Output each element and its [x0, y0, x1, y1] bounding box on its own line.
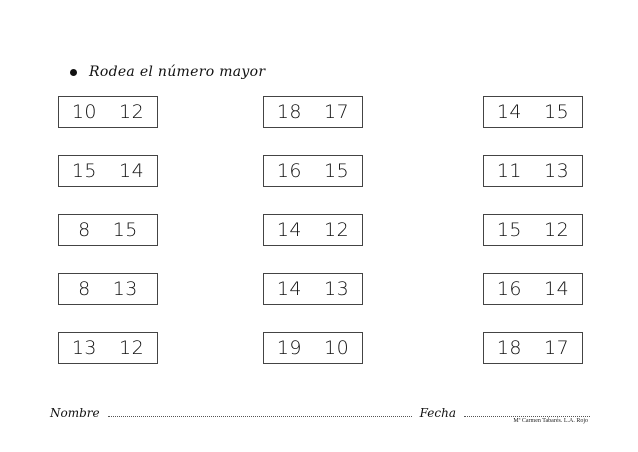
number-pair-box	[483, 273, 583, 305]
number-right[interactable]: 10	[324, 337, 350, 359]
number-left[interactable]: 8	[78, 278, 91, 300]
instruction	[70, 62, 265, 82]
number-pair-box	[483, 96, 583, 128]
number-left[interactable]: 8	[78, 219, 91, 241]
number-pair-box	[58, 273, 158, 305]
name-label: Nombre	[50, 406, 100, 420]
number-right[interactable]: 12	[544, 219, 570, 241]
instruction-text: Rodea el número mayor	[89, 64, 266, 80]
number-left[interactable]: 16	[496, 278, 522, 300]
number-pair-box	[263, 155, 363, 187]
number-right[interactable]: 13	[324, 278, 350, 300]
name-field[interactable]	[108, 415, 412, 417]
number-pair-box	[483, 155, 583, 187]
bullet-icon	[70, 69, 77, 76]
number-right[interactable]: 13	[544, 160, 570, 182]
date-label: Fecha	[419, 406, 456, 420]
number-pair-box	[483, 332, 583, 364]
number-right[interactable]: 15	[112, 219, 138, 241]
number-left[interactable]: 14	[496, 101, 522, 123]
number-left[interactable]: 15	[71, 160, 97, 182]
number-pair-box	[263, 273, 363, 305]
footer	[50, 402, 590, 420]
number-left[interactable]: 14	[276, 278, 302, 300]
number-right[interactable]: 14	[119, 160, 145, 182]
number-left[interactable]: 18	[276, 101, 302, 123]
number-pair-box	[58, 214, 158, 246]
number-right[interactable]: 12	[119, 101, 145, 123]
number-pair-box	[263, 96, 363, 128]
number-right[interactable]: 12	[324, 219, 350, 241]
number-right[interactable]: 14	[544, 278, 570, 300]
number-right[interactable]: 17	[544, 337, 570, 359]
number-left[interactable]: 13	[71, 337, 97, 359]
credit: Mª Carmen Tabarés. L.A. Rojo	[513, 418, 588, 424]
number-pair-box	[58, 155, 158, 187]
number-right[interactable]: 15	[544, 101, 570, 123]
number-pair-box	[263, 332, 363, 364]
number-left[interactable]: 10	[71, 101, 97, 123]
number-right[interactable]: 17	[324, 101, 350, 123]
number-right[interactable]: 15	[324, 160, 350, 182]
number-pair-box	[263, 214, 363, 246]
number-right[interactable]: 13	[112, 278, 138, 300]
number-pair-box	[58, 332, 158, 364]
number-left[interactable]: 19	[276, 337, 302, 359]
number-pair-box	[58, 96, 158, 128]
number-left[interactable]: 14	[276, 219, 302, 241]
number-left[interactable]: 16	[276, 160, 302, 182]
number-left[interactable]: 18	[496, 337, 522, 359]
number-left[interactable]: 11	[496, 160, 522, 182]
number-right[interactable]: 12	[119, 337, 145, 359]
date-field[interactable]	[464, 415, 590, 417]
number-pair-box	[483, 214, 583, 246]
number-left[interactable]: 15	[496, 219, 522, 241]
